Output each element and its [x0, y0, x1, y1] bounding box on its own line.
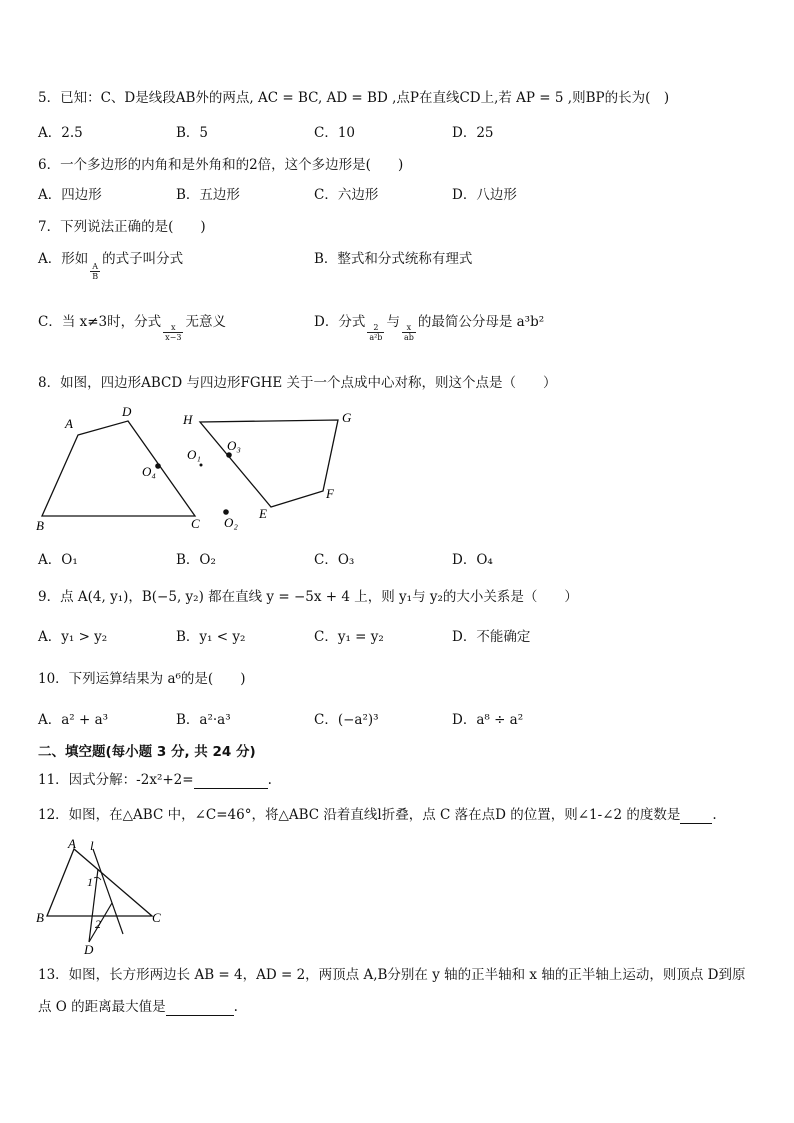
q7-option-c-suffix: 无意义	[185, 314, 226, 330]
q10-option-c[interactable]: C．(−a²)³	[314, 712, 379, 728]
q8-label-g: G	[342, 410, 352, 425]
q10-option-a[interactable]: A．a² + a³	[38, 712, 109, 728]
q7-option-d-fraction-1	[367, 323, 384, 342]
q9-option-d[interactable]: D．不能确定	[452, 629, 531, 645]
quadrilateral-fghe	[200, 420, 338, 507]
q7-option-a-prefix: A．形如	[38, 251, 89, 267]
question-6-stem: 6．一个多边形的内角和是外角和的2倍，这个多边形是( )	[38, 157, 404, 173]
q8-label-e: E	[259, 506, 267, 521]
q7-option-d-middle: 与	[386, 314, 400, 330]
q8-label-a: A	[65, 416, 73, 431]
q5-option-d[interactable]: D．25	[452, 125, 494, 141]
q6-option-a[interactable]: A．四边形	[38, 187, 102, 203]
q8-option-b[interactable]: B．O₂	[176, 552, 216, 568]
q7-option-a-suffix: 的式子叫分式	[102, 251, 184, 267]
q11-end: .	[267, 772, 272, 788]
q8-figure	[30, 400, 370, 540]
q11-answer-blank[interactable]	[194, 774, 268, 789]
q12-label-d: D	[84, 942, 94, 956]
q9-option-a[interactable]: A．y₁ > y₂	[38, 629, 108, 645]
q5-option-b[interactable]: B．5	[176, 125, 209, 141]
point-o2	[223, 509, 229, 515]
q8-label-o4: O₄	[142, 464, 156, 479]
angle-1-arc	[94, 877, 101, 880]
q7-option-c-denominator: x−3	[165, 333, 182, 342]
question-10-stem: 10．下列运算结果为 a⁶的是( )	[38, 671, 246, 687]
point-o3	[226, 452, 232, 458]
q11-text: 11．因式分解：-2x²+2=	[38, 772, 194, 788]
q8-label-c: C	[191, 516, 200, 531]
question-12-stem	[38, 806, 717, 824]
question-5-stem: 5．已知：C、D是线段AB外的两点, AC = BC, AD = BD ,点P在直线CD上,若 AP = 5 ,则BP的长为( )	[38, 90, 670, 106]
q7-option-c[interactable]	[38, 313, 226, 342]
q7-option-d[interactable]	[314, 313, 544, 342]
q8-label-o2: O₂	[224, 515, 238, 530]
q7-option-c-prefix: C．当 x≠3时，分式	[38, 314, 162, 330]
q10-option-d[interactable]: D．a⁸ ÷ a²	[452, 712, 524, 728]
q13-text: 点 O 的距离最大值是	[38, 999, 166, 1015]
q5-option-c[interactable]: C．10	[314, 125, 356, 141]
q12-label-b: B	[36, 910, 44, 925]
question-8-stem: 8．如图，四边形ABCD 与四边形FGHE 关于一个点成中心对称，则这个点是（ ）	[38, 375, 557, 391]
q6-option-b[interactable]: B．五边形	[176, 187, 240, 203]
q12-answer-blank[interactable]	[680, 809, 712, 824]
question-13-line-2	[38, 998, 238, 1016]
q7-option-a-denominator: B	[92, 272, 99, 281]
q7-option-a-numerator: A	[90, 262, 100, 272]
q7-option-a[interactable]	[38, 250, 183, 281]
q8-label-b: B	[36, 518, 44, 533]
question-9-stem: 9．点 A(4, y₁)，B(−5, y₂) 都在直线 y = −5x + 4 上，则 y₁与 y₂的大小关系是（ ）	[38, 589, 578, 605]
q7-option-d-denominator-1: a²b	[369, 333, 383, 342]
q6-option-d[interactable]: D．八边形	[452, 187, 517, 203]
q7-option-d-fraction-2	[402, 323, 416, 342]
q6-option-c[interactable]: C．六边形	[314, 187, 379, 203]
q9-option-b[interactable]: B．y₁ < y₂	[176, 629, 246, 645]
q9-option-c[interactable]: C．y₁ = y₂	[314, 629, 384, 645]
q12-label-l: l	[90, 838, 94, 853]
q10-option-b[interactable]: B．a²·a³	[176, 712, 231, 728]
point-o1	[200, 464, 203, 467]
q12-label-1: 1	[87, 875, 93, 889]
q12-label-a: A	[68, 836, 76, 851]
question-13-line-1: 13．如图，长方形两边长 AB = 4，AD = 2，两顶点 A,B分别在 y 轴的正半轴和 x 轴的正半轴上运动，则顶点 D到原	[38, 967, 746, 983]
q8-label-f: F	[326, 486, 334, 501]
q8-option-d[interactable]: D．O₄	[452, 552, 493, 568]
point-o4	[155, 463, 161, 469]
q12-label-2: 2	[95, 917, 101, 931]
q7-option-b[interactable]: B．整式和分式统称有理式	[314, 251, 473, 267]
q7-option-d-suffix: 的最简公分母是 a³b²	[417, 314, 545, 330]
q5-option-a[interactable]: A．2.5	[38, 125, 83, 141]
q7-option-d-numerator-1: 2	[367, 323, 384, 333]
question-11-stem	[38, 771, 272, 789]
q12-label-c: C	[152, 910, 161, 925]
q7-option-c-numerator: x	[163, 323, 183, 333]
q8-label-h: H	[183, 412, 193, 427]
q7-option-d-numerator-2: x	[402, 323, 416, 333]
q8-option-a[interactable]: A．O₁	[38, 552, 78, 568]
section-2-title: 二、填空题(每小题 3 分, 共 24 分)	[38, 744, 256, 760]
q13-answer-blank[interactable]	[166, 1001, 234, 1016]
q7-option-c-fraction	[163, 323, 183, 342]
q7-option-d-denominator-2: ab	[403, 333, 414, 342]
q7-option-a-fraction	[90, 262, 100, 281]
q8-label-o3: O₃	[227, 438, 241, 453]
question-7-stem: 7．下列说法正确的是( )	[38, 219, 206, 235]
q8-label-o1: O₁	[187, 447, 201, 462]
q13-end: .	[233, 999, 238, 1015]
q12-figure	[32, 836, 172, 956]
triangle-abc	[47, 849, 152, 916]
q7-option-d-prefix: D．分式	[314, 314, 366, 330]
q8-label-d: D	[122, 404, 132, 419]
q8-option-c[interactable]: C．O₃	[314, 552, 355, 568]
q12-end: .	[712, 807, 717, 823]
quadrilateral-abcd	[42, 421, 195, 516]
q12-text: 12．如图，在△ABC 中，∠C=46°，将△ABC 沿着直线l折叠，点 C 落在点D 的位置，则∠1-∠2 的度数是	[38, 807, 681, 823]
